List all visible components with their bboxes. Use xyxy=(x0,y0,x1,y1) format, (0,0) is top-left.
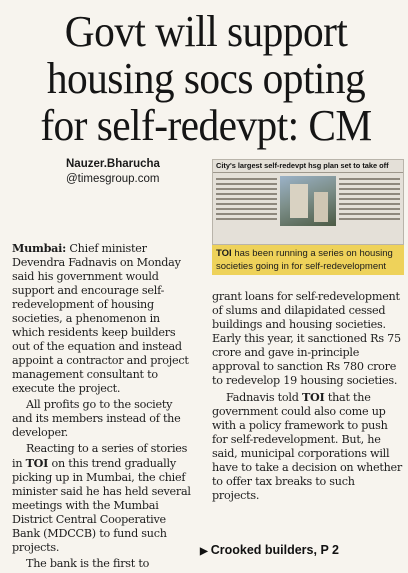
paragraph-3-text-b: on this trend gradually picking up in Mumbai, the chief minister said he has held several meetings with the Mumbai District Central Cooperative Bank (MDCCB) to fund such projects. xyxy=(12,457,191,554)
inset-text-lines-right xyxy=(339,176,400,228)
paragraph-6-text-a: Fadnavis told xyxy=(226,391,299,404)
inset-caption xyxy=(212,245,404,275)
inset-caption-text: has been running a series on housing societies going in for self-redevelopment xyxy=(216,248,393,272)
jump-reference xyxy=(200,543,339,557)
headline-line-1: Govt will support xyxy=(64,6,348,56)
inset-caption-bold: TOI xyxy=(216,248,232,259)
article-paragraph-3 xyxy=(12,442,194,555)
jump-label: Crooked builders, P 2 xyxy=(210,543,339,557)
paragraph-1-text: Chief minister Devendra Fadnavis on Monday said his government would support and encourage self-redevelopment of housing societies, a phenomenon in which residents keep builders out of the equation and instead appoint a contractor and project management consultant to execute the project. xyxy=(12,242,189,395)
inset-headline: City's largest self-redevpt hsg plan set to take off xyxy=(213,160,403,173)
article-paragraph-6 xyxy=(212,390,404,503)
paragraph-6-text-b: that the government could also come up with a policy framework to push for self-redevelopment. But, he said, municipal corporations will have to take a decision on whether to offer tax breaks to such projects. xyxy=(212,391,403,502)
byline xyxy=(66,157,186,187)
headline xyxy=(26,8,387,149)
article-paragraph-1 xyxy=(12,241,194,396)
article-paragraph-2: All profits go to the society and its members instead of the developer. xyxy=(12,398,181,439)
play-arrow-icon: ▶ xyxy=(200,546,208,557)
paragraph-3-text-a: Reacting to a series of stories in xyxy=(12,442,188,470)
dateline: Mumbai: xyxy=(12,241,67,255)
paragraph-3-bold: TOI xyxy=(25,456,49,470)
article-paragraph-5: grant loans for self-redevelopment of slums and dilapidated cessed buildings and housing societies. Early this year, it sanctioned Rs 75 crore and gave in-principle approval to sanction Rs 780 crore to redevelop 19 housing societies. xyxy=(212,290,401,387)
article-column-right xyxy=(212,290,404,505)
inset-text-lines xyxy=(216,176,277,228)
byline-handle: @timesgroup.com xyxy=(66,173,160,185)
article-paragraph-4: The bank is the first to xyxy=(26,557,150,570)
inset-clipping-image xyxy=(212,159,404,245)
headline-line-3: for self-redevpt: CM xyxy=(40,100,372,150)
byline-author: Nauzer.Bharucha xyxy=(66,158,160,170)
headline-line-2: housing socs opting xyxy=(46,53,366,103)
paragraph-6-bold: TOI xyxy=(301,390,325,404)
inset-body xyxy=(213,173,403,231)
article-column-left xyxy=(12,241,194,573)
inset-photo xyxy=(280,176,336,226)
